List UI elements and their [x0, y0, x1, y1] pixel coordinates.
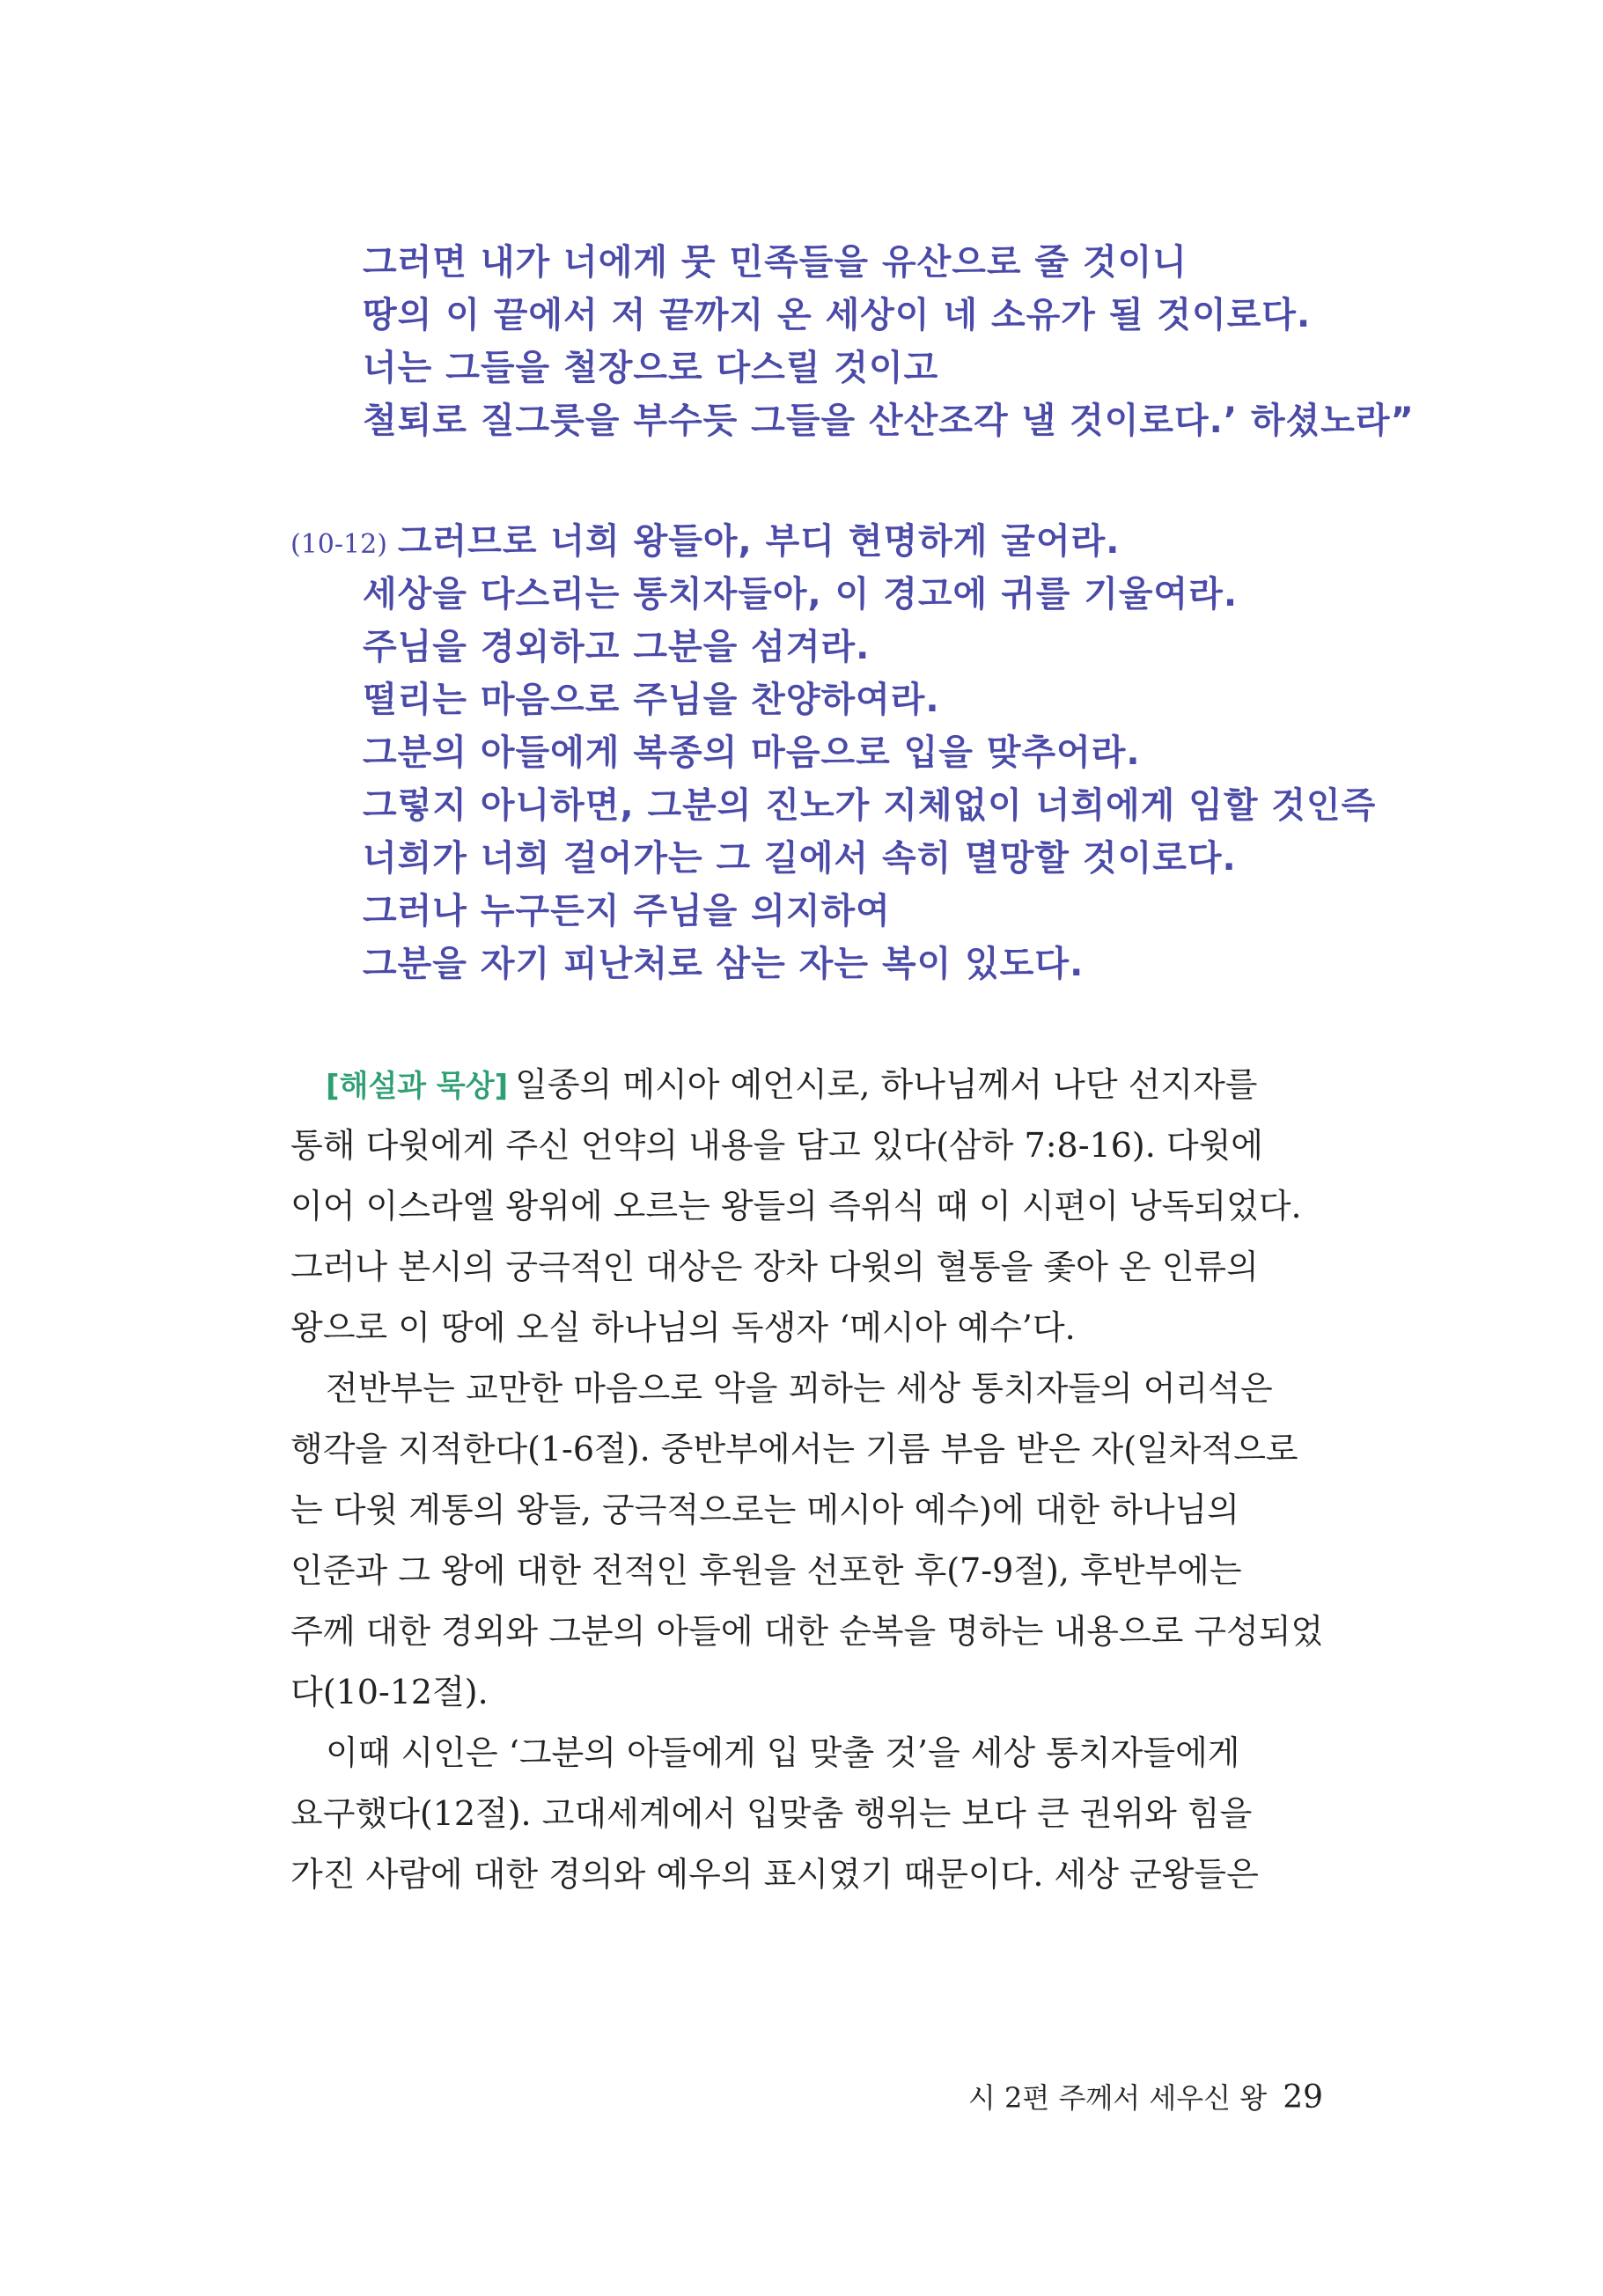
paragraph-line: 행각을 지적한다(1-6절). 중반부에서는 기름 부음 받은 자(일차적으로: [290, 1430, 1298, 1468]
line-text: 일종의 메시아 예언시로, 하나님께서 나단 선지자를: [515, 1065, 1258, 1104]
paragraph-line: 통해 다윗에게 주신 언약의 내용을 담고 있다(삼하 7:8-16). 다윗에: [290, 1126, 1263, 1165]
paragraph-line: 전반부는 교만한 마음으로 악을 꾀하는 세상 통치자들의 어리석은: [326, 1369, 1273, 1408]
running-title: 시 2편 주께서 세우신 왕: [967, 2081, 1268, 2115]
verse-line: 너희가 너희 걸어가는 그 길에서 속히 멸망할 것이로다.: [363, 838, 1237, 879]
verse-text: 그러므로 너희 왕들아, 부디 현명하게 굴어라.: [397, 521, 1121, 562]
commentary-section: [290, 1055, 1325, 1905]
verse-line: 세상을 다스리는 통치자들아, 이 경고에 귀를 기울여라.: [363, 574, 1239, 614]
verse-block-top: [290, 236, 1415, 447]
verse-reference: (10-12): [290, 529, 387, 560]
verse-line: 너는 그들을 철장으로 다스릴 것이고: [363, 348, 939, 388]
verse-line: 떨리는 마음으로 주님을 찬양하여라.: [363, 680, 940, 720]
page-footer: [968, 2076, 1323, 2116]
paragraph-line: 요구했다(12절). 고대세계에서 입맞춤 행위는 보다 큰 권위와 힘을: [290, 1794, 1253, 1833]
paragraph-line: 가진 사람에 대한 경의와 예우의 표시였기 때문이다. 세상 군왕들은: [290, 1855, 1259, 1894]
page-number: 29: [1283, 2079, 1323, 2116]
paragraph-line: 그러나 본시의 궁극적인 대상은 장차 다윗의 혈통을 좇아 온 인류의: [290, 1247, 1259, 1286]
paragraph-line: 다(10-12절).: [290, 1673, 489, 1711]
paragraph-line: 이때 시인은 ‘그분의 아들에게 입 맞출 것’을 세상 통치자들에게: [326, 1733, 1240, 1772]
paragraph-line: 주께 대한 경외와 그분의 아들에 대한 순복을 명하는 내용으로 구성되었: [290, 1612, 1324, 1651]
verse-line: 철퇴로 질그릇을 부수듯 그들을 산산조각 낼 것이로다.’ 하셨노라”: [363, 401, 1415, 441]
commentary-paragraph-2: [290, 1358, 1325, 1723]
commentary-paragraph-3: [290, 1723, 1325, 1905]
verse-line: 그렇지 아니하면, 그분의 진노가 지체없이 너희에게 임할 것인즉: [363, 785, 1377, 826]
paragraph-line: 인준과 그 왕에 대한 전적인 후원을 선포한 후(7-9절), 후반부에는: [290, 1551, 1242, 1590]
verse-line: 그분을 자기 피난처로 삼는 자는 복이 있도다.: [363, 944, 1085, 984]
verse-block-10-12: [290, 515, 1377, 990]
paragraph-line: 는 다윗 계통의 왕들, 궁극적으로는 메시아 예수)에 대한 하나님의: [290, 1490, 1239, 1529]
verse-line: 그러나 누구든지 주님을 의지하여: [363, 891, 891, 931]
verse-line: 땅의 이 끝에서 저 끝까지 온 세상이 네 소유가 될 것이로다.: [363, 295, 1312, 335]
paragraph-line: 왕으로 이 땅에 오실 하나님의 독생자 ‘메시아 예수’다.: [290, 1308, 1076, 1347]
paragraph-line: 이어 이스라엘 왕위에 오르는 왕들의 즉위식 때 이 시편이 낭독되었다.: [290, 1187, 1302, 1225]
verse-line: 그러면 내가 너에게 뭇 민족들을 유산으로 줄 것이니: [363, 242, 1188, 283]
commentary-paragraph-1: [290, 1055, 1325, 1358]
verse-line-first: [290, 515, 1347, 568]
paragraph-line: [290, 1055, 1325, 1115]
verse-line: 주님을 경외하고 그분을 섬겨라.: [363, 627, 871, 667]
commentary-heading-tag: [해설과 묵상]: [326, 1069, 509, 1104]
verse-line: 그분의 아들에게 복종의 마음으로 입을 맞추어라.: [363, 732, 1141, 773]
